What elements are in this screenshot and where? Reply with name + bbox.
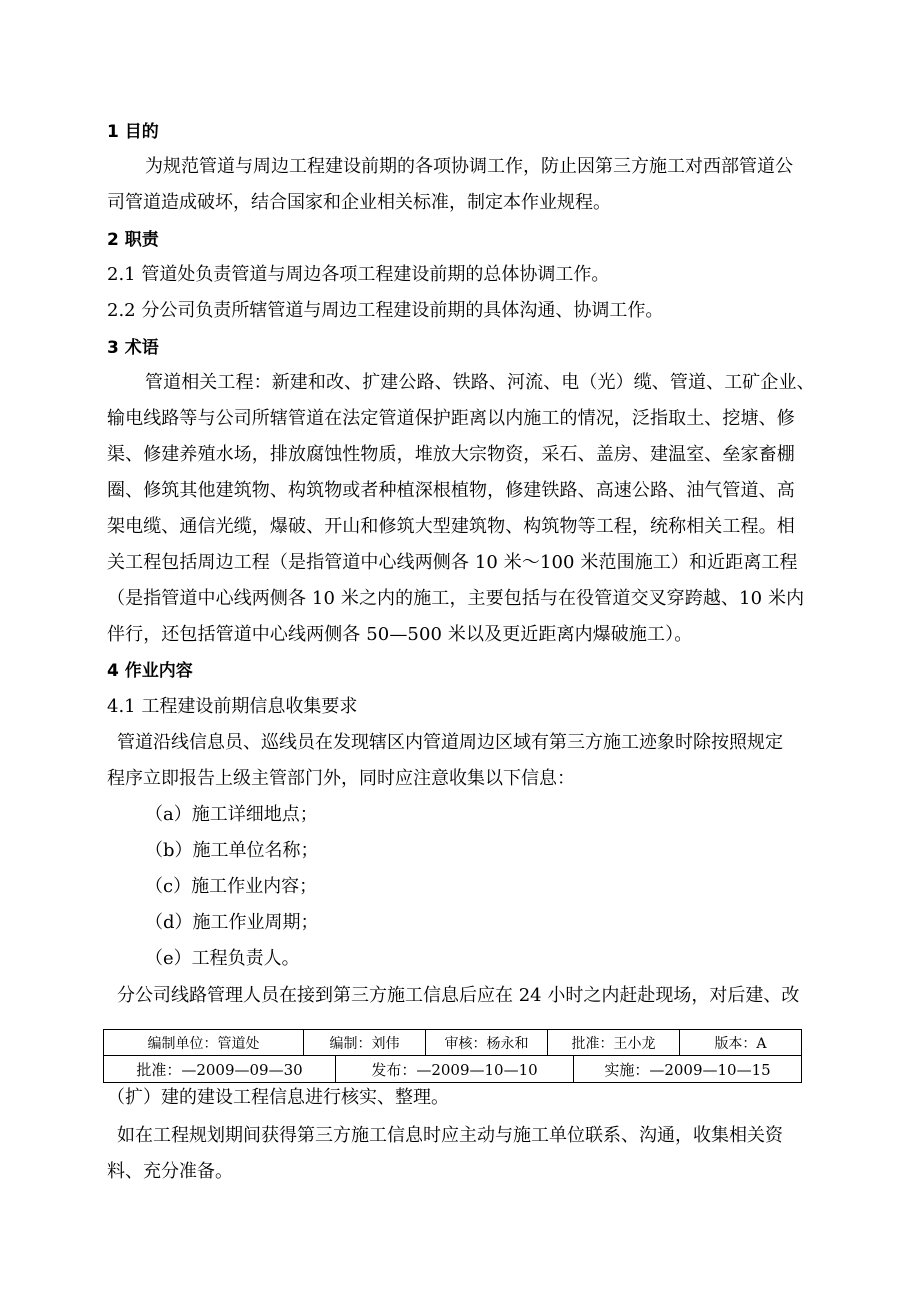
section-4-1-paragraph-line: 程序立即报告上级主管部门外，同时应注意收集以下信息： bbox=[107, 768, 575, 789]
section-4-1-paragraph-line: （扩）建的建设工程信息进行核实、整理。 bbox=[107, 1087, 449, 1108]
author-cell: 编制：刘伟 bbox=[303, 1030, 425, 1056]
section-3-paragraph-line: 渠、修建养殖水场，排放腐蚀性物质，堆放大宗物资，采石、盖房、建温室、垒家畜棚 bbox=[107, 444, 795, 465]
section-4-1-paragraph-line: 料、充分准备。 bbox=[107, 1161, 233, 1182]
section-3-paragraph-line: （是指管道中心线两侧各 10 米之内的施工，主要包括与在役管道交叉穿跨越、10 米内 bbox=[107, 588, 805, 609]
section-4-1-heading: 4.1 工程建设前期信息收集要求 bbox=[107, 696, 358, 717]
list-item: （b）施工单位名称； bbox=[145, 840, 319, 861]
section-4-1-paragraph-line: 管道沿线信息员、巡线员在发现辖区内管道周边区域有第三方施工迹象时除按照规定 bbox=[117, 732, 783, 753]
section-3-paragraph-line: 圈、修筑其他建筑物、构筑物或者种植深根植物，修建铁路、高速公路、油气管道、高 bbox=[107, 480, 795, 501]
list-item: （c）施工作业内容； bbox=[145, 876, 318, 897]
section-1-paragraph-line: 司管道造成破坏，结合国家和企业相关标准，制定本作业规程。 bbox=[107, 192, 611, 213]
section-3-paragraph-line: 管道相关工程：新建和改、扩建公路、铁路、河流、电（光）缆、管道、工矿企业、 bbox=[145, 372, 815, 393]
list-item: （d）施工作业周期； bbox=[145, 912, 319, 933]
section-2-heading: 2 职责 bbox=[107, 230, 159, 250]
section-1-heading: 1 目的 bbox=[107, 122, 159, 142]
section-3-paragraph-line: 架电缆、通信光缆，爆破、开山和修筑大型建筑物、构筑物等工程，统称相关工程。相 bbox=[107, 516, 795, 537]
section-3-paragraph-line: 伴行，还包括管道中心线两侧各 50—500 米以及更近距离内爆破施工）。 bbox=[107, 624, 693, 645]
section-3-paragraph-line: 输电线路等与公司所辖管道在法定管道保护距离以内施工的情况，泛指取土、挖塘、修 bbox=[107, 408, 795, 429]
reviewer-cell: 审核：杨永和 bbox=[425, 1030, 547, 1056]
footer-info-table bbox=[103, 1029, 802, 1083]
section-2-2-text: 2.2 分公司负责所辖管道与周边工程建设前期的具体沟通、协调工作。 bbox=[107, 300, 664, 321]
approval-date-cell: 批准：—2009—09—30 bbox=[136, 1060, 303, 1079]
approver-cell: 批准：王小龙 bbox=[547, 1030, 679, 1056]
list-item: （e）工程负责人。 bbox=[145, 948, 300, 969]
section-4-1-paragraph-line: 如在工程规划期间获得第三方施工信息时应主动与施工单位联系、沟通，收集相关资 bbox=[117, 1125, 783, 1146]
section-4-heading: 4 作业内容 bbox=[107, 661, 193, 681]
list-item: （a）施工详细地点； bbox=[145, 804, 318, 825]
compiling-unit-cell: 编制单位：管道处 bbox=[104, 1030, 303, 1056]
section-4-1-paragraph-line: 分公司线路管理人员在接到第三方施工信息后应在 24 小时之内赶赴现场，对后建、改 bbox=[117, 985, 800, 1006]
section-3-heading: 3 术语 bbox=[107, 338, 159, 358]
version-cell: 版本：A bbox=[679, 1030, 801, 1056]
release-date-cell: 发布：—2009—10—10 bbox=[335, 1056, 573, 1082]
section-3-paragraph-line: 关工程包括周边工程（是指管道中心线两侧各 10 米～100 米范围施工）和近距离工程 bbox=[107, 552, 798, 573]
effective-date-cell: 实施：—2009—10—15 bbox=[573, 1056, 801, 1082]
section-2-1-text: 2.1 管道处负责管道与周边各项工程建设前期的总体协调工作。 bbox=[107, 264, 610, 285]
section-1-paragraph-line: 为规范管道与周边工程建设前期的各项协调工作，防止因第三方施工对西部管道公 bbox=[145, 156, 793, 177]
